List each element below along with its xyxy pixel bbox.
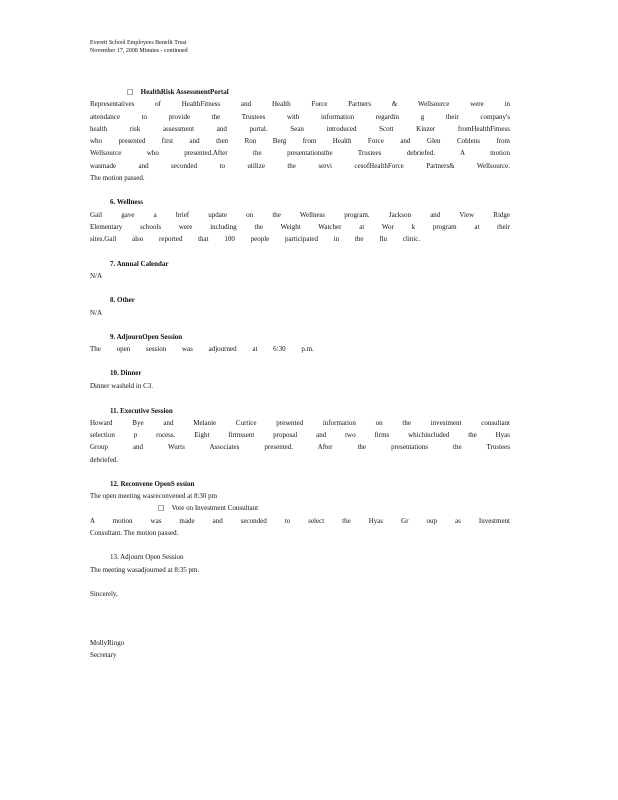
paragraph-line: Elementary schools were including the Weight Watcher at Wor k program at their (90, 223, 510, 231)
closing: Sincerely, (90, 590, 118, 598)
paragraph-last-line: debriefed. (90, 456, 119, 464)
signature-title: Secretary (90, 651, 117, 659)
paragraph-line: health risk assessment and portal. Sean introduced Scott Kinzer fromHealthFitness (90, 125, 510, 133)
section-heading-other: 8. Other (110, 296, 135, 304)
paragraph-line: wasmade and seconded to utilize the servi cesofHealthForce Partners& Wellsource. (90, 162, 510, 170)
section-heading-wellness: 6. Wellness (110, 198, 143, 206)
bullet-icon: □ (158, 504, 165, 512)
section-heading-adjourn-final: 13. Adjourn Open Session (110, 553, 184, 561)
paragraph-line: sites.Gail also reported that 100 people participated in the flu clinic. (90, 235, 421, 243)
section-heading-executive: 11. Executive Session (110, 407, 173, 415)
header-line-2: November 17, 2008 Minutes - continued (90, 48, 188, 54)
paragraph-line: Howard Bye and Melanie Curtice presented information on the investment consultant (90, 419, 510, 427)
signature-name: MollyRingo (90, 639, 125, 647)
paragraph-line: N/A (90, 309, 103, 317)
paragraph-line: Gail gave a brief update on the Wellness program. Jackson and View Ridge (90, 211, 510, 219)
paragraph-line: attendance to provide the Trustees with information regardin g their company's (90, 113, 510, 121)
paragraph-line: The meeting wasadjourned at 8:35 pm. (90, 566, 200, 574)
paragraph-line: The open meeting wasreconvened at 8:30 pm (90, 492, 218, 500)
paragraph-line: The open session was adjourned at 6:30 p.m. (90, 345, 314, 353)
paragraph-line: Representatives of HealthFitness and Health Force Partners & Wellsource were in (90, 100, 510, 108)
bullet-icon: □ (127, 88, 134, 96)
paragraph-line: A motion was made and seconded to select the Hyas Gr oup as Investment (90, 517, 510, 525)
paragraph-last-line: The motion passed. (90, 174, 145, 182)
paragraph-line: who presented first and then Ron Berg from Health Force and Glen Coblens from (90, 137, 510, 145)
paragraph-last-line: Consultant. The motion passed. (90, 529, 179, 537)
paragraph-line: N/A (90, 272, 103, 280)
paragraph-line: Group and Wurts Associates presented. After the presentations the Trustees (90, 443, 510, 451)
section-heading-reconvene: 12. Reconvene OpenS ession (110, 480, 195, 488)
section-heading-calendar: 7. Annual Calendar (110, 260, 169, 268)
paragraph-line: Wellsource who presented.After the presentationsthe Trustees debriefed. A motion (90, 149, 510, 157)
paragraph-line: Dinner washeld in C3. (90, 382, 153, 390)
header-line-1: Everett School Employees Benefit Trust (90, 40, 187, 46)
section-heading-dinner: 10. Dinner (110, 369, 142, 377)
section-heading-adjourn: 9. AdjournOpen Session (110, 333, 183, 341)
vote-line: □ Vote on Investment Consultant (158, 504, 259, 512)
paragraph-line: selection p rocess. Eight firmssent proposal and two firms whichincluded the Hyas (90, 431, 510, 439)
section-heading-hra: □ HealthRisk AssessmentPortal (127, 88, 229, 96)
